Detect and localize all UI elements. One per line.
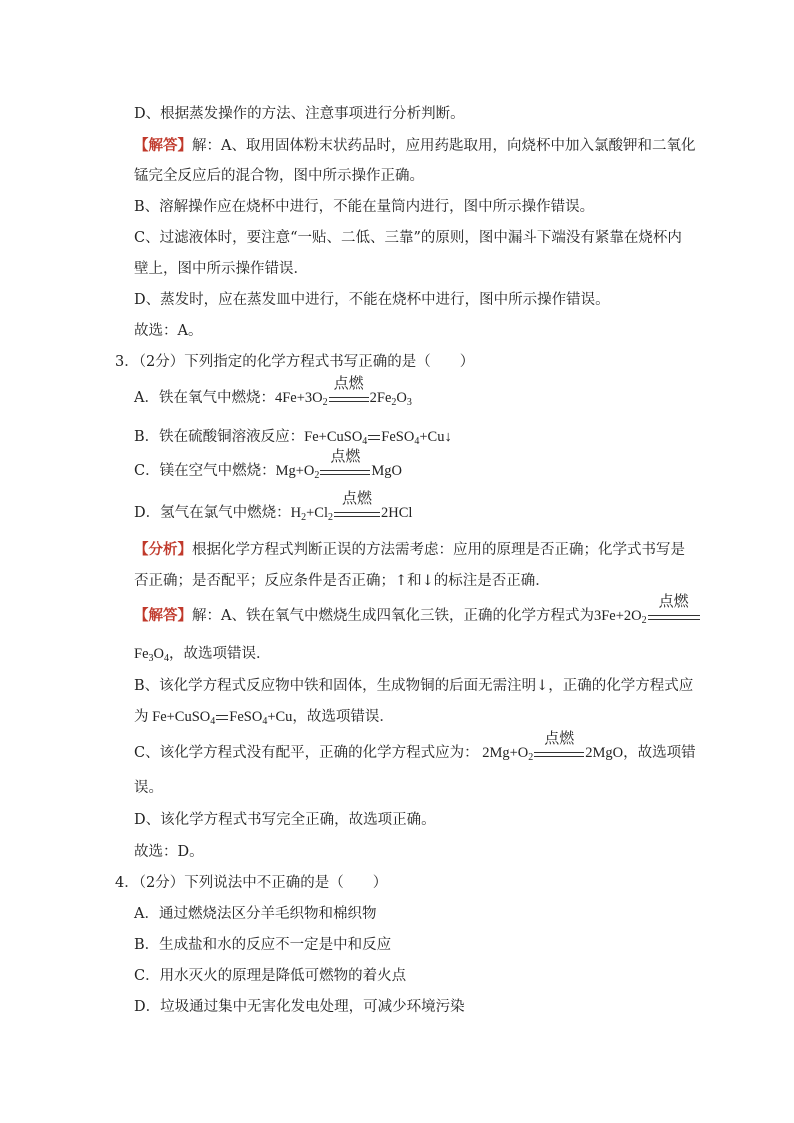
text-line: D、该化学方程式书写完全正确，故选项正确。 <box>134 812 436 828</box>
text-line <box>134 731 696 763</box>
question-3-stem: 3．（2分）下列指定的化学方程式书写正确的是（ ） <box>115 354 475 370</box>
reaction-arrow <box>320 449 370 475</box>
text-segment: 为 <box>134 709 149 725</box>
text-line: 否正确；是否配平；反应条件是否正确；↑和↓的标注是否正确． <box>134 573 550 589</box>
option-3a <box>134 376 412 408</box>
text-line: C、过滤液体时，要注意“一贴、二低、三靠”的原则，图中漏斗下端没有紧靠在烧杯内 <box>134 230 682 246</box>
text-line <box>134 644 270 664</box>
text-line: 锰完全反应后的混合物，图中所示操作正确。 <box>134 168 424 184</box>
text-line: 故选：D。 <box>134 844 204 860</box>
text-segment: ，故选项错误． <box>292 709 394 725</box>
option-label: B．铁在硫酸铜溶液反应： <box>134 429 305 445</box>
text-segment: 解：A、铁在氧气中燃烧生成四氧化三铁，正确的化学方程式为 <box>192 608 594 624</box>
option-3d <box>134 491 413 523</box>
text-line: B、该化学方程式反应物中铁和固体，生成物铜的后面无需注明↓，正确的化学方程式应 <box>134 678 694 694</box>
reaction-arrow <box>334 491 380 517</box>
text-line <box>134 707 394 727</box>
option-4b: B．生成盐和水的反应不一定是中和反应 <box>134 937 392 953</box>
reaction-condition: 点燃 <box>333 376 364 392</box>
text-line: 误。 <box>134 780 163 796</box>
reaction-condition: 点燃 <box>658 594 689 610</box>
text-segment: ，故选项错 <box>623 745 696 761</box>
text-segment: ，故选项错误． <box>168 646 271 662</box>
equation: Fe+CuSO$_4$ FeSO$_4$+Cu <box>148 709 293 727</box>
text-line: D、根据蒸发操作的方法、注意事项进行分析判断。 <box>134 106 465 122</box>
question-4-stem: 4．（2分）下列说法中不正确的是（ ） <box>115 875 388 891</box>
reaction-condition: 点燃 <box>330 449 361 465</box>
answer-line <box>134 594 701 626</box>
equation: $2Mg+O_2$ 点燃 2MgO <box>478 731 624 763</box>
equation-product: $Fe_3O_4$ <box>134 646 169 664</box>
text-line: D、蒸发时，应在蒸发皿中进行，不能在烧杯中进行，图中所示操作错误。 <box>134 292 610 308</box>
text-line: 故选：A。 <box>134 323 203 339</box>
option-4c: C．用水灭火的原理是降低可燃物的着火点 <box>134 968 407 984</box>
answer-tag: 【解答】 <box>134 137 192 154</box>
reaction-arrow <box>329 376 369 402</box>
option-label: A．铁在氧气中燃烧： <box>134 390 275 406</box>
option-label: C．镁在空气中燃烧： <box>134 463 276 479</box>
text-segment: 根据化学方程式判断正误的方法需考虑：应用的原理是否正确；化学式书写是 <box>192 542 685 558</box>
option-label: D．氢气在氯气中燃烧： <box>134 505 291 521</box>
answer-tag: 【解答】 <box>134 607 192 624</box>
text-line <box>134 136 695 156</box>
option-4a: A．通过燃烧法区分羊毛织物和棉织物 <box>134 906 377 922</box>
analysis-line <box>134 540 685 560</box>
reaction-condition: 点燃 <box>544 731 575 747</box>
reaction-arrow <box>534 731 584 757</box>
option-4d: D．垃圾通过集中无害化发电处理，可减少环境污染 <box>134 999 465 1015</box>
text-segment: 解：A、取用固体粉末状药品时，应用药匙取用，向烧杯中加入氯酸钾和二氧化 <box>192 138 696 154</box>
option-3b <box>134 427 452 447</box>
reaction-arrow <box>648 594 700 620</box>
text-line: 壁上，图中所示操作错误． <box>134 261 308 277</box>
text-segment: C、该化学方程式没有配平，正确的化学方程式应为： <box>134 745 479 761</box>
equation: Fe+CuSO$_4$ FeSO$_4$+Cu↓ <box>304 429 452 447</box>
analysis-tag: 【分析】 <box>134 541 192 558</box>
equation: $Mg+O_2$ 点燃 MgO <box>275 449 403 481</box>
reaction-condition: 点燃 <box>341 491 372 507</box>
option-3c <box>134 449 403 481</box>
text-line: B、溶解操作应在烧杯中进行，不能在量筒内进行，图中所示操作错误。 <box>134 199 595 215</box>
equation: $H_2+Cl_2$ 点燃 2HCl <box>290 491 413 523</box>
equation: $3Fe+2O_2$ 点燃 <box>594 608 701 624</box>
equation: $4Fe+3O_2$ 点燃 $2Fe_2O_3$ <box>274 376 412 408</box>
